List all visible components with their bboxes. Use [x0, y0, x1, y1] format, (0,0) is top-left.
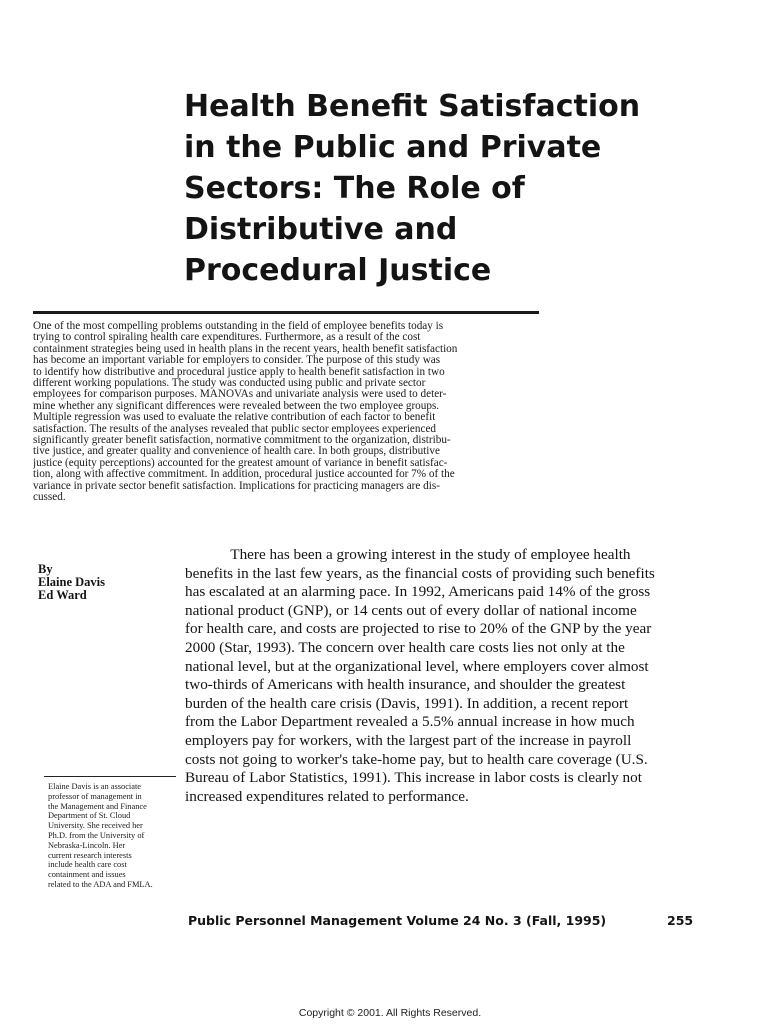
title-divider: [33, 311, 539, 314]
body-line: There has been a growing interest in the study of employee health: [185, 546, 631, 563]
abstract-line: Multiple regression was used to evaluate the relative contribution of each factor to benefit: [33, 412, 436, 424]
bio-divider: [44, 776, 176, 777]
abstract-line: containment strategies being used in health plans in the recent years, health benefit satisfaction: [33, 343, 458, 355]
abstract-line: One of the most compelling problems outstanding in the field of employee benefits today is: [33, 321, 444, 332]
title-line: Sectors: The Role of: [184, 171, 525, 206]
bio-line: Nebraska-Lincoln. Her: [48, 840, 126, 850]
article-title: [184, 86, 704, 291]
abstract-line: tion, along with affective commitment. In addition, procedural justice accounted for 7% of the: [33, 469, 455, 481]
author-bio: [48, 782, 188, 890]
body-line: two-thirds of Americans with health insurance, and shoulder the greatest: [185, 676, 626, 694]
body-line: increased expenditures related to performance.: [185, 787, 469, 805]
copyright-notice: Copyright © 2001. All Rights Reserved.: [298, 1007, 482, 1019]
bio-line: related to the ADA and FMLA.: [48, 879, 153, 889]
bio-line: containment and issues: [48, 870, 126, 880]
bio-line: the Management and Finance: [48, 801, 147, 811]
abstract-line: trying to control spiraling health care expenditures. Furthermore, as a result of the cost: [33, 332, 421, 344]
abstract-line: has become an important variable for employers to consider. The purpose of this study was: [33, 355, 441, 367]
bio-line: University. She received her: [48, 821, 143, 831]
title-line: in the Public and Private: [184, 130, 602, 165]
abstract-line: cussed.: [33, 492, 66, 504]
bio-line: include health care cost: [48, 860, 127, 870]
abstract: [33, 321, 541, 504]
body-line: Bureau of Labor Statistics, 1991). This increase in labor costs is clearly not: [185, 769, 642, 787]
bio-line: professor of management in: [48, 791, 142, 801]
abstract-line: tive justice, and greater quality and convenience of health care. In both groups, distributive: [33, 446, 440, 458]
abstract-line: to identify how distributive and procedural justice apply to health benefit satisfaction in two: [33, 366, 445, 378]
abstract-line: mine whether any significant differences were revealed between the two employee groups.: [33, 400, 440, 412]
title-line: Procedural Justice: [184, 253, 492, 288]
body-line: employers pay for workers, with the largest part of the increase in payroll: [185, 731, 632, 749]
body-line: benefits in the last few years, as the financial costs of providing such benefits: [185, 564, 655, 582]
body-line: costs not going to worker's take-home pay, but to health care coverage (U.S.: [185, 750, 648, 768]
body-line: 2000 (Star, 1993). The concern over health care costs lies not only at the: [185, 638, 625, 656]
abstract-line: different working populations. The study was conducted using public and private sector: [33, 378, 426, 390]
body-line: burden of the health care crisis (Davis, 1991). In addition, a recent report: [185, 694, 629, 712]
author-byline: [38, 563, 178, 602]
bio-line: Department of St. Cloud: [48, 811, 131, 821]
journal-citation: Public Personnel Management Volume 24 No. 3 (Fall, 1995): [188, 913, 607, 928]
body-text: [185, 546, 695, 806]
body-line: has escalated at an alarming pace. In 1992, Americans paid 14% of the gross: [185, 583, 651, 601]
abstract-line: satisfaction. The results of the analyses revealed that public sector employees experienced: [33, 423, 437, 435]
bio-line: Elaine Davis is an associate: [48, 782, 142, 791]
body-line: national level, but at the organizational level, where employers cover almost: [185, 657, 649, 675]
body-line: for health care, and costs are projected to rise to 20% of the GNP by the year: [185, 620, 652, 638]
author-name: Ed Ward: [38, 588, 87, 602]
body-line: from the Labor Department revealed a 5.5% annual increase in how much: [185, 713, 635, 731]
bio-line: current research interests: [48, 850, 132, 860]
author-name: Elaine Davis: [38, 575, 106, 589]
byline-by: By: [38, 562, 53, 576]
abstract-line: justice (equity perceptions) accounted for the greatest amount of variance in benefit satisfac-: [33, 457, 448, 469]
abstract-line: variance in private sector benefit satisfaction. Implications for practicing managers are dis-: [33, 480, 440, 492]
abstract-line: significantly greater benefit satisfaction, normative commitment to the organization, distribu-: [33, 435, 451, 447]
title-line: Health Benefit Satisfaction: [184, 89, 641, 124]
bio-line: Ph.D. from the University of: [48, 830, 145, 840]
page-number: 255: [667, 913, 694, 928]
body-line: national product (GNP), or 14 cents out of every dollar of national income: [185, 601, 637, 619]
title-line: Distributive and: [184, 212, 458, 247]
abstract-line: employees for comparison purposes. MANOVAs and univariate analysis were used to deter-: [33, 389, 447, 401]
